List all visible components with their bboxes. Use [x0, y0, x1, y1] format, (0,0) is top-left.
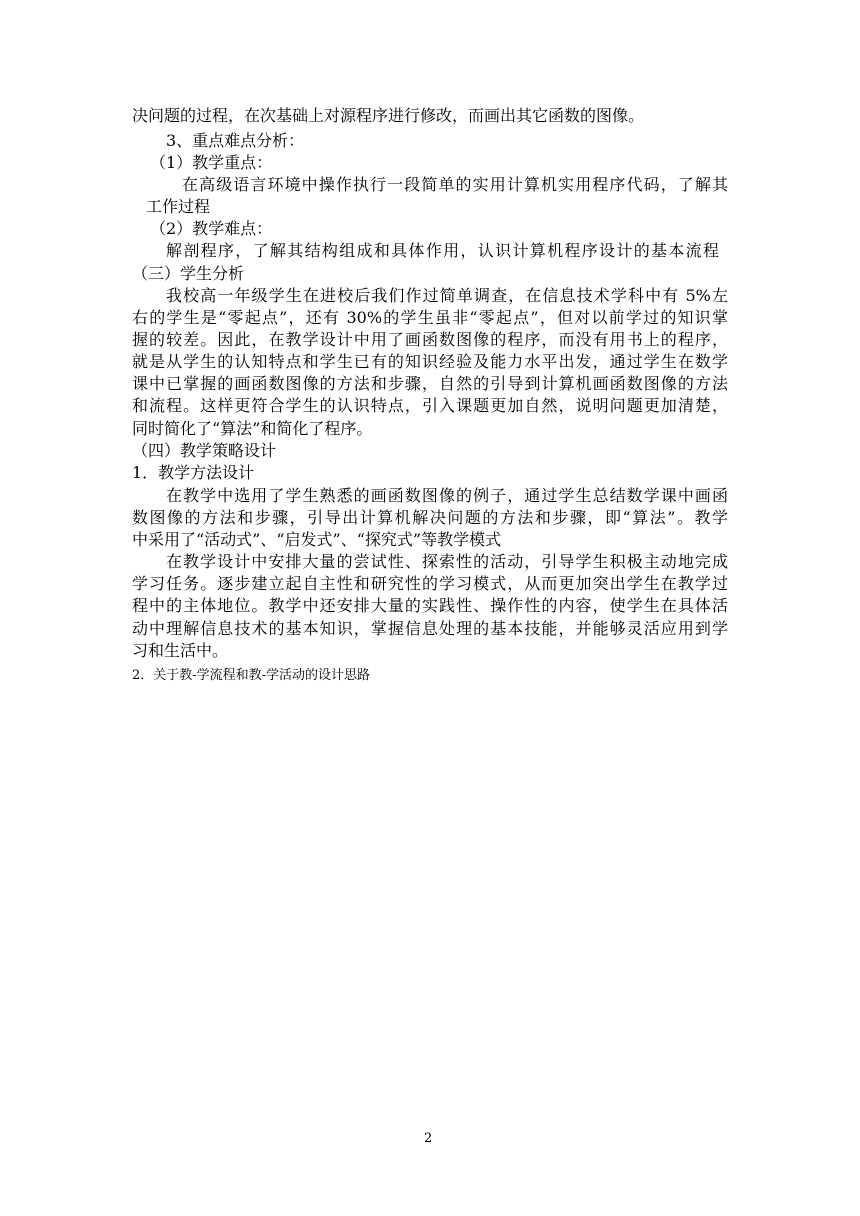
text-line: 课中已掌握的画函数图像的方法和步骤，自然的引导到计算机画函数图像的方法 [132, 374, 728, 393]
text-line: 和流程。这样更符合学生的认识特点，引入课题更加自然，说明问题更加清楚， [132, 396, 728, 415]
text-line: 右的学生是“零起点”，还有 30%的学生虽非“零起点”，但对以前学过的知识掌 [132, 308, 728, 327]
subheading-teaching-difficulty: （2）教学难点： [150, 219, 273, 238]
page-number: 2 [424, 1131, 433, 1146]
text-line: 中采用了“活动式”、“启发式”、“探究式”等教学模式 [132, 530, 502, 549]
text-line: 在教学设计中安排大量的尝试性、探索性的活动，引导学生积极主动地完成 [166, 552, 728, 571]
text-line: 解剖程序，了解其结构组成和具体作用，认识计算机程序设计的基本流程 [166, 241, 719, 260]
subheading-flow-design: 2．关于教-学流程和教-学活动的设计思路 [132, 668, 371, 683]
subheading-teaching-focus: （1）教学重点： [150, 153, 273, 172]
text-line: 就是从学生的认知特点和学生已有的知识经验及能力水平出发，通过学生在数学 [132, 352, 728, 371]
text-line: 程中的主体地位。教学中还安排大量的实践性、操作性的内容，使学生在具体活 [132, 596, 728, 615]
subheading-method-design: 1．教学方法设计 [132, 463, 255, 482]
text-line: 习和生活中。 [132, 641, 229, 660]
text-line: 我校高一年级学生在进校后我们作过简单调查，在信息技术学科中有 5%左 [166, 286, 728, 305]
section-heading-student-analysis: （三）学生分析 [132, 264, 245, 283]
text-line: 工作过程 [146, 197, 211, 216]
text-line: 学习任务。逐步建立起自主性和研究性的学习模式，从而更加突出学生在教学过 [132, 574, 728, 593]
text-line: 在教学中选用了学生熟悉的画函数图像的例子，通过学生总结数学课中画函 [166, 486, 728, 505]
section-heading-teaching-strategy: （四）教学策略设计 [132, 441, 277, 460]
section-heading-key-difficulties: 3、重点难点分析： [166, 131, 305, 150]
text-line: 同时简化了“算法”和简化了程序。 [132, 419, 373, 438]
text-line: 数图像的方法和步骤，引导出计算机解决问题的方法和步骤，即“算法”。教学 [132, 508, 728, 527]
text-line: 动中理解信息技术的基本知识，掌握信息处理的基本技能，并能够灵活应用到学 [132, 619, 728, 638]
text-line: 在高级语言环境中操作执行一段简单的实用计算机实用程序代码，了解其 [182, 175, 728, 194]
text-line: 决问题的过程，在次基础上对源程序进行修改，而画出其它函数的图像。 [132, 106, 645, 125]
text-line: 握的较差。因此，在教学设计中用了画函数图像的程序，而没有用书上的程序， [132, 330, 728, 349]
